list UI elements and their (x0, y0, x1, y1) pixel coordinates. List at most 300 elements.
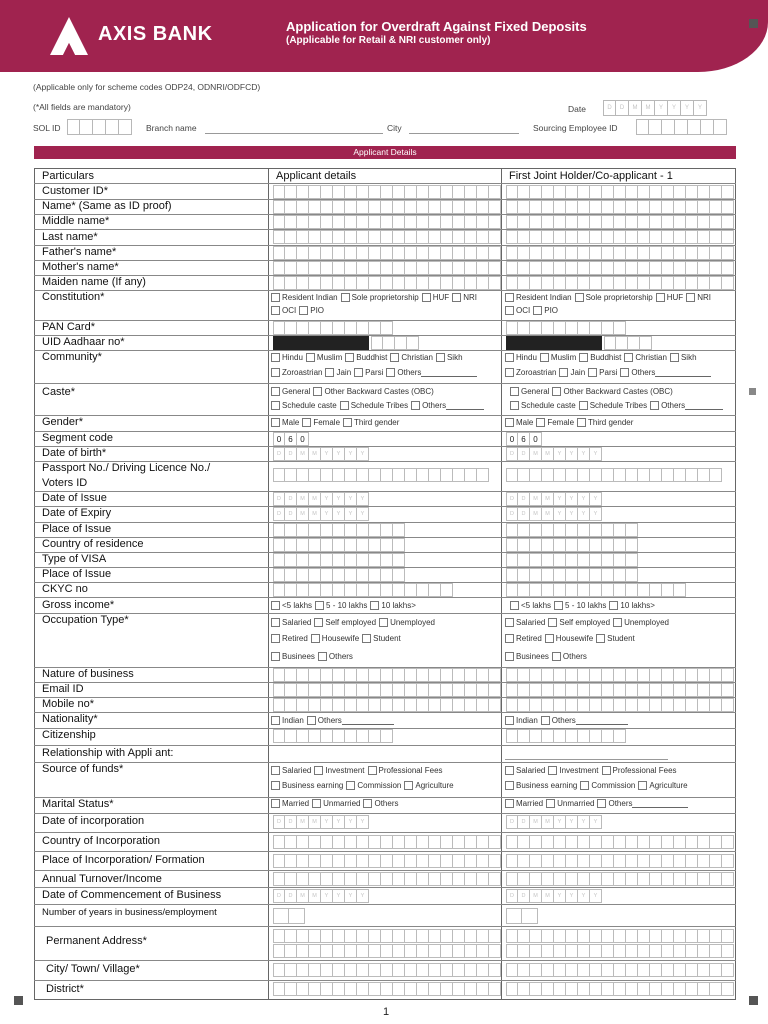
sourcing-employee-field[interactable] (636, 119, 727, 135)
checkbox[interactable] (579, 353, 588, 362)
segment-code-boxes-joint: 0 6 0 (506, 432, 542, 446)
years-in-business-boxes[interactable] (273, 908, 305, 924)
email-boxes-joint[interactable] (506, 683, 734, 697)
checkbox[interactable] (271, 293, 280, 302)
row-divider (34, 183, 736, 184)
corner-mark (14, 996, 23, 1005)
checkbox[interactable] (314, 766, 323, 775)
checkbox[interactable] (638, 781, 647, 790)
row-divider (34, 712, 736, 713)
row-divider (34, 506, 736, 507)
row-label: Citizenship (42, 729, 96, 741)
country-of-incorporation-boxes[interactable] (273, 835, 501, 849)
constitution-options-joint[interactable] (502, 293, 711, 302)
gross-income-options[interactable] (268, 601, 416, 610)
option-label: Sole proprietorship (585, 293, 653, 302)
option-label: 5 - 10 lakhs (565, 601, 607, 610)
checkbox[interactable] (271, 306, 280, 315)
nature-of-business-boxes-joint[interactable] (506, 668, 734, 682)
checkbox[interactable] (345, 353, 354, 362)
checkbox[interactable] (299, 306, 308, 315)
option-label: Parsi (599, 368, 618, 377)
section-applicant-details: Applicant Details (34, 146, 736, 159)
date-of-incorporation-boxes[interactable]: D D M M Y Y Y Y (273, 815, 369, 829)
checkbox[interactable] (271, 766, 280, 775)
col-joint-holder: First Joint Holder/Co-applicant - 1 (509, 170, 673, 182)
checkbox[interactable] (271, 634, 280, 643)
city-field[interactable] (409, 133, 519, 134)
checkbox[interactable] (541, 716, 550, 725)
option-label: Unmarried (557, 799, 595, 808)
checkbox[interactable] (624, 353, 633, 362)
corner-mark (749, 388, 756, 395)
option-label: 5 - 10 lakhs (326, 601, 368, 610)
nationality-options-joint[interactable] (502, 716, 628, 725)
middle-name-boxes-joint[interactable] (506, 215, 734, 229)
checkbox[interactable] (546, 799, 555, 808)
permanent-address-line-1[interactable] (273, 929, 501, 943)
checkbox[interactable] (505, 293, 514, 302)
checkbox[interactable] (271, 781, 280, 790)
checkbox[interactable] (510, 387, 519, 396)
gender-options-joint[interactable] (502, 418, 633, 427)
checkbox[interactable] (552, 387, 561, 396)
option-label: Indian (516, 716, 538, 725)
place-of-issue-boxes-joint[interactable] (506, 523, 638, 537)
checkbox[interactable] (510, 401, 519, 410)
checkbox[interactable] (505, 716, 514, 725)
district-boxes-joint[interactable] (506, 982, 734, 996)
aadhaar-boxes[interactable] (371, 336, 419, 350)
row-divider (34, 813, 736, 814)
row-divider (34, 960, 736, 961)
source-of-funds-options-2[interactable] (268, 781, 454, 790)
checkbox[interactable] (271, 618, 280, 627)
checkbox[interactable] (325, 368, 334, 377)
checkbox[interactable] (341, 293, 350, 302)
option-label: Male (282, 418, 300, 427)
option-label: Sikh (680, 353, 697, 362)
row-label: Country of Incorporation (42, 835, 161, 847)
community-options-joint-2[interactable] (502, 368, 711, 377)
option-label: Professional Fees (612, 766, 677, 775)
row-label: Nature of business (42, 668, 134, 680)
community-options-2[interactable] (268, 368, 477, 377)
checkbox[interactable] (307, 716, 316, 725)
dob-boxes-joint[interactable]: D D M M Y Y Y Y (506, 447, 602, 461)
row-label: Source of funds* (42, 763, 124, 775)
checkbox[interactable] (302, 418, 311, 427)
option-label: Muslim (550, 353, 577, 362)
option-label: PIO (544, 306, 559, 315)
aadhaar-boxes-joint[interactable] (604, 336, 652, 350)
row-label: Date of birth* (42, 447, 107, 459)
row-label: Middle name* (42, 215, 110, 227)
dob-boxes[interactable]: D D M M Y Y Y Y (273, 447, 369, 461)
checkbox[interactable] (545, 634, 554, 643)
city-boxes[interactable] (273, 963, 501, 977)
row-label: Place of Issue (42, 568, 112, 580)
option-label: Resident Indian (282, 293, 338, 302)
option-label: Business earning (516, 781, 578, 790)
nature-of-business-boxes[interactable] (273, 668, 501, 682)
pan-boxes-joint[interactable] (506, 321, 626, 335)
relationship-field[interactable] (505, 759, 668, 760)
checkbox[interactable] (404, 781, 413, 790)
col-particulars: Particulars (42, 170, 94, 182)
email-boxes[interactable] (273, 683, 501, 697)
visa-place-boxes-joint[interactable] (506, 568, 638, 582)
row-label: Mobile no* (42, 698, 94, 710)
checkbox[interactable] (650, 401, 659, 410)
option-label: Zoroastrian (516, 368, 557, 377)
checkbox[interactable] (540, 353, 549, 362)
occupation-options-2[interactable] (268, 634, 401, 643)
checkbox[interactable] (271, 716, 280, 725)
option-label: Schedule Tribes (589, 401, 648, 410)
checkbox[interactable] (505, 799, 514, 808)
option-label: HUF (432, 293, 450, 302)
checkbox[interactable] (505, 652, 514, 661)
name-boxes[interactable] (273, 200, 501, 214)
option-label: <5 lakhs (282, 601, 313, 610)
source-of-funds-options[interactable] (268, 766, 443, 775)
district-boxes[interactable] (273, 982, 501, 996)
checkbox[interactable] (312, 799, 321, 808)
option-label: Self employed (325, 618, 377, 627)
ckyc-boxes[interactable] (273, 583, 453, 597)
checkbox[interactable] (271, 368, 280, 377)
marital-status-options-joint[interactable] (502, 799, 688, 808)
checkbox[interactable] (505, 306, 514, 315)
visa-type-boxes[interactable] (273, 553, 405, 567)
visa-type-boxes-joint[interactable] (506, 553, 638, 567)
option-label: Self employed (559, 618, 611, 627)
checkbox[interactable] (505, 766, 514, 775)
checkbox[interactable] (613, 618, 622, 627)
commencement-date-boxes[interactable]: D D M M Y Y Y Y (273, 889, 369, 903)
option-label: Resident Indian (516, 293, 572, 302)
date-of-expiry-boxes-joint[interactable]: D D M M Y Y Y Y (506, 507, 602, 521)
mandatory-note: (*All fields are mandatory) (33, 102, 131, 112)
gross-income-options-joint[interactable] (507, 601, 655, 610)
country-of-incorporation-boxes-joint[interactable] (506, 835, 734, 849)
row-label: Maiden name (If any) (42, 276, 146, 288)
option-label: Parsi (365, 368, 384, 377)
row-label: Constitution* (42, 291, 105, 303)
checkbox[interactable] (548, 766, 557, 775)
ckyc-boxes-joint[interactable] (506, 583, 686, 597)
annual-turnover-boxes[interactable] (273, 872, 501, 886)
option-label: Buddhist (590, 353, 622, 362)
permanent-address-line-1-joint[interactable] (506, 929, 734, 943)
pan-boxes[interactable] (273, 321, 393, 335)
row-label: Gender* (42, 416, 83, 428)
last-name-boxes[interactable] (273, 230, 501, 244)
occupation-options-joint-3[interactable] (502, 652, 587, 661)
citizenship-boxes[interactable] (273, 729, 393, 743)
checkbox[interactable] (548, 618, 557, 627)
nationality-options[interactable] (268, 716, 394, 725)
constitution-options-joint-2[interactable] (502, 306, 558, 315)
checkbox[interactable] (271, 401, 280, 410)
country-of-residence-boxes[interactable] (273, 538, 405, 552)
row-divider (34, 446, 736, 447)
place-of-incorporation-boxes-joint[interactable] (506, 854, 734, 868)
checkbox[interactable] (271, 387, 280, 396)
row-label: Place of Issue (42, 523, 112, 535)
checkbox[interactable] (386, 368, 395, 377)
checkbox[interactable] (436, 353, 445, 362)
row-label: Place of Incorporation/ Formation (42, 854, 205, 866)
row-label: Name* (Same as ID proof) (42, 200, 172, 212)
checkbox[interactable] (656, 293, 665, 302)
checkbox[interactable] (559, 368, 568, 377)
axis-logo-icon (48, 15, 90, 57)
checkbox[interactable] (505, 618, 514, 627)
mobile-boxes[interactable] (273, 698, 501, 712)
row-label: Number of years in business/employment (42, 907, 217, 918)
checkbox[interactable] (370, 601, 379, 610)
checkbox[interactable] (536, 418, 545, 427)
checkbox[interactable] (552, 652, 561, 661)
option-label: Others (374, 799, 399, 808)
option-label: Female (313, 418, 341, 427)
marital-status-options[interactable] (268, 799, 398, 808)
commencement-date-boxes-joint[interactable]: D D M M Y Y Y Y (506, 889, 602, 903)
row-label: Country of residence (42, 538, 144, 550)
name-boxes-joint[interactable] (506, 200, 734, 214)
checkbox[interactable] (271, 353, 280, 362)
date-of-issue-boxes[interactable]: D D M M Y Y Y Y (273, 492, 369, 506)
community-options-joint[interactable] (502, 353, 697, 362)
option-label: General (282, 387, 311, 396)
checkbox[interactable] (340, 401, 349, 410)
row-divider (34, 887, 736, 888)
caste-options-joint[interactable] (507, 387, 673, 396)
checkbox[interactable] (602, 766, 611, 775)
passport-boxes[interactable] (273, 468, 489, 482)
row-divider (34, 832, 736, 833)
row-divider (34, 491, 736, 492)
constitution-options-2[interactable] (268, 306, 324, 315)
row-label: Date of Expiry (42, 507, 112, 519)
option-label: OCI (282, 306, 297, 315)
permanent-address-line-2[interactable] (273, 944, 501, 958)
scheme-note: (Applicable only for scheme codes ODP24, ODNRI/ODFCD) (33, 82, 261, 92)
checkbox[interactable] (580, 781, 589, 790)
date-of-issue-boxes-joint[interactable]: D D M M Y Y Y Y (506, 492, 602, 506)
father-name-boxes-joint[interactable] (506, 246, 734, 260)
city-boxes-joint[interactable] (506, 963, 734, 977)
row-label: Permanent Address* (46, 935, 147, 947)
option-label: Others (631, 368, 656, 377)
checkbox[interactable] (271, 799, 280, 808)
checkbox[interactable] (271, 601, 280, 610)
checkbox[interactable] (390, 353, 399, 362)
checkbox[interactable] (314, 618, 323, 627)
checkbox[interactable] (452, 293, 461, 302)
annual-turnover-boxes-joint[interactable] (506, 872, 734, 886)
option-label: Other Backward Castes (OBC) (563, 387, 673, 396)
checkbox[interactable] (306, 353, 315, 362)
community-options[interactable] (268, 353, 463, 362)
checkbox[interactable] (318, 652, 327, 661)
permanent-address-line-2-joint[interactable] (506, 944, 734, 958)
row-divider (34, 797, 736, 798)
checkbox[interactable] (609, 601, 618, 610)
option-label: Salaried (282, 766, 312, 775)
option-label: Others (608, 799, 633, 808)
date-of-expiry-boxes[interactable]: D D M M Y Y Y Y (273, 507, 369, 521)
checkbox[interactable] (505, 781, 514, 790)
place-of-incorporation-boxes[interactable] (273, 854, 501, 868)
option-label: Male (516, 418, 534, 427)
checkbox[interactable] (579, 401, 588, 410)
row-label: Date of Commencement of Business (42, 889, 222, 901)
checkbox[interactable] (379, 618, 388, 627)
middle-name-boxes[interactable] (273, 215, 501, 229)
option-label: Unemployed (624, 618, 669, 627)
option-label: Others (397, 368, 422, 377)
option-label: Others (661, 401, 686, 410)
row-label: Occupation Type* (42, 614, 129, 626)
checkbox[interactable] (343, 418, 352, 427)
checkbox[interactable] (670, 353, 679, 362)
branch-name-field[interactable] (205, 133, 383, 134)
row-divider (34, 745, 736, 746)
checkbox[interactable] (346, 781, 355, 790)
place-of-issue-boxes[interactable] (273, 523, 405, 537)
checkbox[interactable] (597, 799, 606, 808)
caste-options-2[interactable] (268, 401, 484, 410)
customer-id-boxes-joint[interactable] (506, 185, 734, 199)
row-label: City/ Town/ Village* (46, 963, 140, 975)
option-label: Student (373, 634, 401, 643)
maiden-name-boxes[interactable] (273, 276, 501, 290)
option-label: NRI (697, 293, 711, 302)
date-of-incorporation-boxes-joint[interactable]: D D M M Y Y Y Y (506, 815, 602, 829)
row-divider (34, 431, 736, 432)
checkbox[interactable] (422, 293, 431, 302)
row-label: UID Aadhaar no* (42, 336, 125, 348)
checkbox[interactable] (363, 799, 372, 808)
checkbox[interactable] (686, 293, 695, 302)
source-of-funds-options-joint-2[interactable] (502, 781, 688, 790)
row-label: Last name* (42, 231, 98, 243)
checkbox[interactable] (505, 353, 514, 362)
row-divider (34, 290, 736, 291)
checkbox[interactable] (577, 418, 586, 427)
date-field[interactable]: D D M M Y Y Y Y (603, 100, 707, 116)
checkbox[interactable] (554, 601, 563, 610)
row-divider (34, 851, 736, 852)
checkbox[interactable] (411, 401, 420, 410)
row-label: Caste* (42, 386, 76, 398)
checkbox[interactable] (620, 368, 629, 377)
row-label: Mother's name* (42, 261, 119, 273)
caste-options[interactable] (268, 387, 434, 396)
row-label: Relationship with Appli ant: (42, 747, 174, 759)
row-label: CKYC no (42, 583, 88, 595)
checkbox[interactable] (505, 418, 514, 427)
caste-options-joint-2[interactable] (507, 401, 723, 410)
citizenship-boxes-joint[interactable] (506, 729, 626, 743)
checkbox[interactable] (533, 306, 542, 315)
checkbox[interactable] (588, 368, 597, 377)
row-label: Voters ID (42, 477, 88, 489)
row-label: Date of incorporation (42, 815, 145, 827)
option-label: Commission (591, 781, 636, 790)
years-in-business-boxes-joint[interactable] (506, 908, 538, 924)
checkbox[interactable] (313, 387, 322, 396)
checkbox[interactable] (271, 652, 280, 661)
option-label: Others (328, 652, 353, 661)
visa-place-boxes[interactable] (273, 568, 405, 582)
mother-name-boxes[interactable] (273, 261, 501, 275)
occupation-options-joint[interactable] (502, 618, 669, 627)
checkbox[interactable] (315, 601, 324, 610)
mobile-boxes-joint[interactable] (506, 698, 734, 712)
mother-name-boxes-joint[interactable] (506, 261, 734, 275)
option-label: Third gender (354, 418, 400, 427)
option-label: Student (607, 634, 635, 643)
checkbox[interactable] (311, 634, 320, 643)
occupation-options-3[interactable] (268, 652, 353, 661)
checkbox[interactable] (271, 418, 280, 427)
occupation-options[interactable] (268, 618, 435, 627)
occupation-options-joint-2[interactable] (502, 634, 635, 643)
form-title: Application for Overdraft Against Fixed Deposits (286, 19, 587, 34)
row-divider (34, 383, 736, 384)
row-divider (34, 597, 736, 598)
option-label: Buddhist (356, 353, 388, 362)
checkbox[interactable] (575, 293, 584, 302)
country-of-residence-boxes-joint[interactable] (506, 538, 638, 552)
source-of-funds-options-joint[interactable] (502, 766, 677, 775)
checkbox[interactable] (505, 368, 514, 377)
option-label: Retired (516, 634, 542, 643)
segment-code-boxes: 0 6 0 (273, 432, 309, 446)
last-name-boxes-joint[interactable] (506, 230, 734, 244)
option-label: Agriculture (649, 781, 688, 790)
sol-id-field[interactable] (67, 119, 132, 135)
option-label: Salaried (282, 618, 312, 627)
maiden-name-boxes-joint[interactable] (506, 276, 734, 290)
bank-name: AXIS BANK (98, 23, 213, 45)
gender-options[interactable] (268, 418, 399, 427)
row-divider (34, 461, 736, 462)
father-name-boxes[interactable] (273, 246, 501, 260)
row-label: PAN Card* (42, 321, 95, 333)
row-label: Gross income* (42, 599, 115, 611)
checkbox[interactable] (596, 634, 605, 643)
customer-id-boxes[interactable] (273, 185, 501, 199)
option-label: Muslim (316, 353, 343, 362)
checkbox[interactable] (362, 634, 371, 643)
row-label: Marital Status* (42, 798, 114, 810)
checkbox[interactable] (505, 634, 514, 643)
option-label: Professional Fees (378, 766, 443, 775)
checkbox[interactable] (368, 766, 377, 775)
checkbox[interactable] (354, 368, 363, 377)
row-label: Segment code (42, 432, 113, 444)
constitution-options[interactable] (268, 293, 477, 302)
passport-boxes-joint[interactable] (506, 468, 722, 482)
row-label: Date of Issue (42, 492, 107, 504)
row-divider (34, 613, 736, 614)
checkbox[interactable] (510, 601, 519, 610)
